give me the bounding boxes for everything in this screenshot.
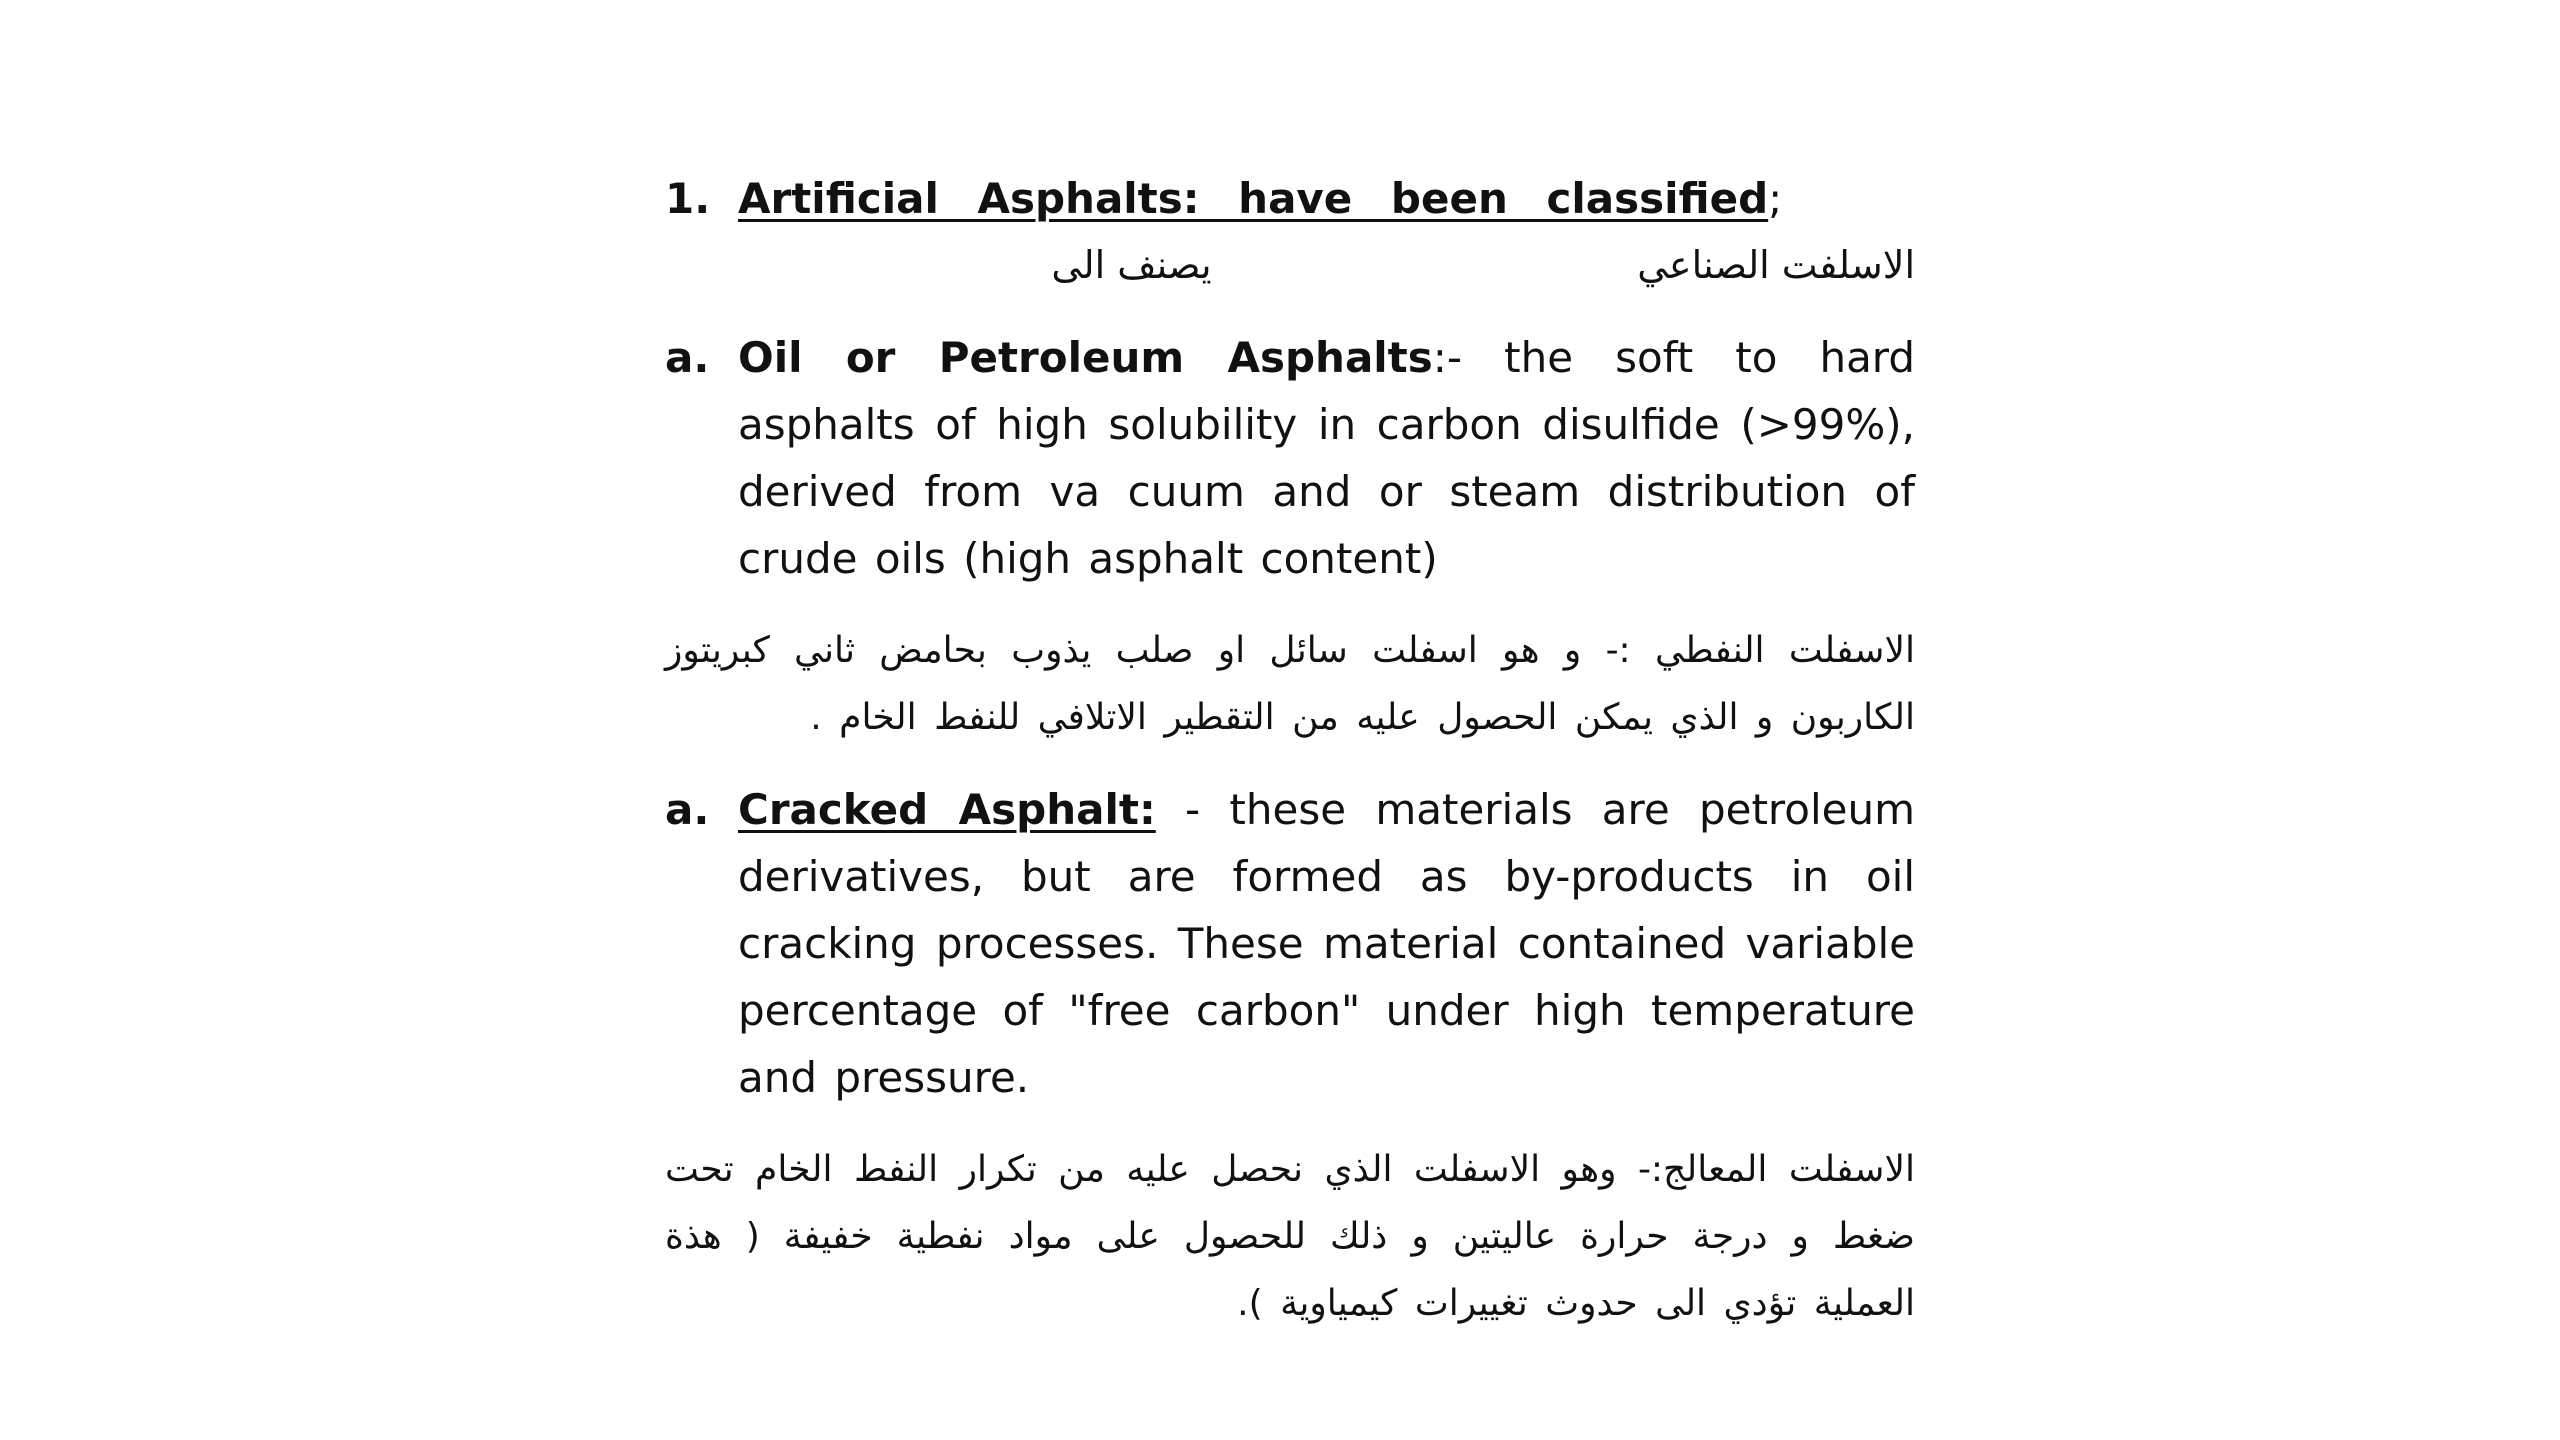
list-marker: 1. bbox=[665, 174, 711, 223]
heading-arabic-line2: يصنف الى bbox=[1051, 243, 1212, 287]
arabic-paragraph-cracked: الاسفلت المعالج:- وهو الاسفلت الذي نحصل عليه من تكرار النفط الخام تحت ضغط و درجة حرارة عاليتين و ذلك للحصول على مواد نفطية خفيفة ( هذة العملية تؤدي الى حدوث تغييرات كيمياوية ). bbox=[665, 1149, 1915, 1324]
heading-arabic-line1: الاسلفت الصناعي bbox=[1637, 243, 1915, 287]
item-body: :- the soft to hard asphalts of high solubility in carbon disulfide (>99%), derived from va cuum and or steam distribution of crude oils (high asphalt content) bbox=[738, 333, 1915, 583]
item-body: - these materials are petroleum derivatives, but are formed as by-products in oil cracking processes. These material contained variable percentage of "free carbon" under high temperature and pressure. bbox=[738, 785, 1915, 1102]
section-heading bbox=[665, 165, 1915, 299]
list-marker: a. bbox=[665, 785, 710, 834]
item-lead: Oil or Petroleum Asphalts bbox=[738, 333, 1433, 382]
list-marker: a. bbox=[665, 333, 710, 382]
list-item-oil-asphalts bbox=[665, 324, 1915, 592]
heading-separator: ; bbox=[1768, 174, 1783, 223]
item-lead: Cracked Asphalt: bbox=[738, 785, 1156, 834]
list-item-cracked-asphalt bbox=[665, 776, 1915, 1111]
slide-content bbox=[665, 165, 1915, 1337]
arabic-paragraph-oil: الاسفلت النفطي :- و هو اسفلت سائل او صلب يذوب بحامض ثاني كبريتوز الكاربون و الذي يمكن الحصول عليه من التقطير الاتلافي للنفط الخام . bbox=[665, 630, 1915, 738]
heading-english: Artificial Asphalts: have been classified bbox=[738, 174, 1769, 223]
